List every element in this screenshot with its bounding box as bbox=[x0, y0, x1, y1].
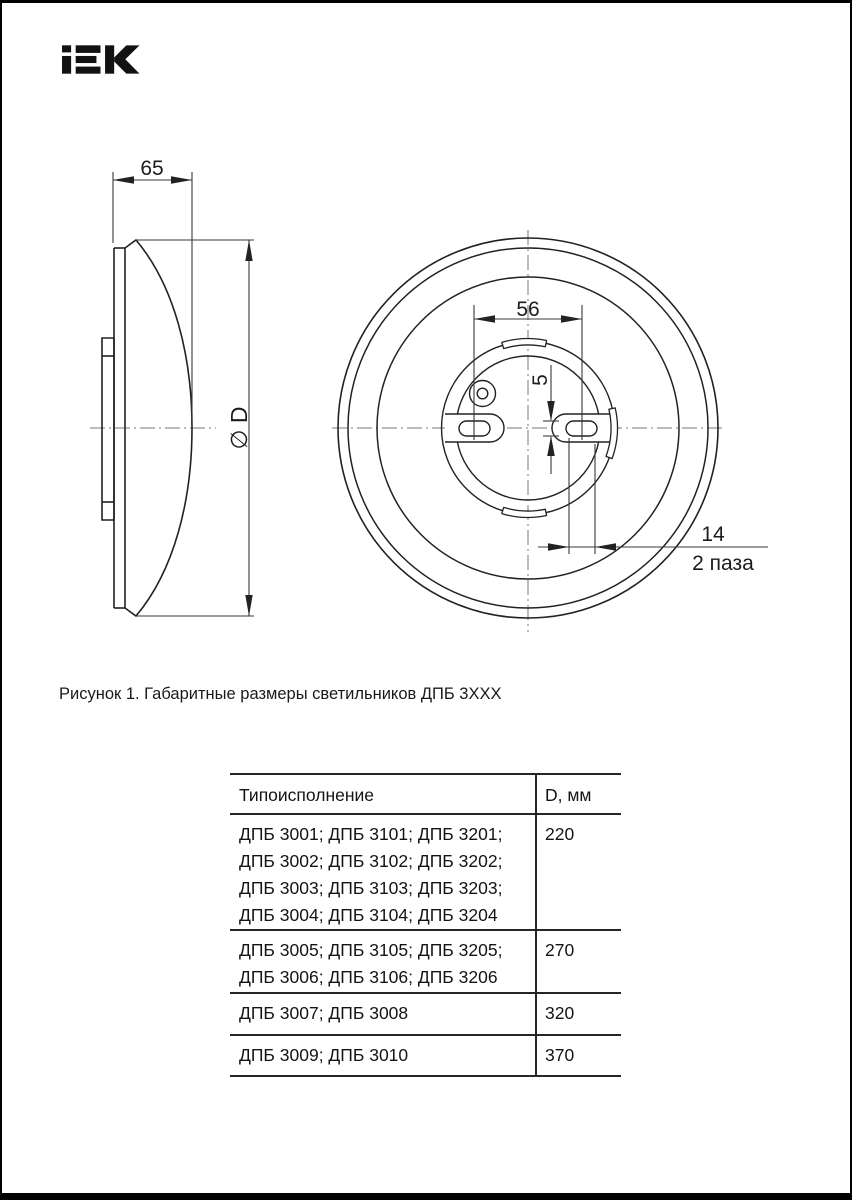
type-line: ДПБ 3002; ДПБ 3102; ДПБ 3202; bbox=[239, 851, 503, 871]
dim65-arrow-left bbox=[113, 176, 134, 184]
table-cell-diameter: 370 bbox=[545, 1045, 575, 1065]
dim5-arrow-down bbox=[547, 401, 555, 421]
dim14-arrow-right bbox=[595, 543, 616, 551]
table-header-type: Типоисполнение bbox=[230, 775, 537, 813]
table-row bbox=[230, 1036, 621, 1077]
dimD-arrow-up bbox=[245, 240, 252, 261]
dim56-arrow-left bbox=[474, 315, 495, 323]
table-cell-diameter: 270 bbox=[545, 940, 575, 960]
dim14-label: 14 bbox=[701, 523, 725, 546]
dim65-arrow-right bbox=[171, 176, 192, 184]
dimensions-table bbox=[230, 773, 621, 1077]
dimD-arrow-down bbox=[245, 595, 252, 616]
front-view bbox=[332, 230, 768, 632]
dimD-label: ∅ D bbox=[226, 406, 252, 450]
table-cell-types bbox=[230, 1036, 537, 1075]
figure-caption: Рисунок 1. Габаритные размеры светильников ДПБ 3ХХХ bbox=[59, 685, 502, 703]
figure-1-drawing bbox=[2, 3, 852, 663]
dim56-label: 56 bbox=[516, 298, 540, 321]
table-row bbox=[230, 931, 621, 994]
type-line: ДПБ 3006; ДПБ 3106; ДПБ 3206 bbox=[239, 967, 498, 987]
screw-hole-inner bbox=[477, 388, 488, 399]
table-cell-diameter: 220 bbox=[545, 824, 575, 844]
table-cell-types bbox=[230, 815, 537, 929]
type-line: ДПБ 3001; ДПБ 3101; ДПБ 3201; bbox=[239, 824, 503, 844]
table-row bbox=[230, 994, 621, 1036]
type-line: ДПБ 3007; ДПБ 3008 bbox=[239, 1003, 409, 1023]
table-row bbox=[230, 815, 621, 931]
type-line: ДПБ 3003; ДПБ 3103; ДПБ 3203; bbox=[239, 878, 503, 898]
dim5-label: 5 bbox=[529, 374, 552, 386]
dim14-arrow-left bbox=[548, 543, 569, 551]
bracket-outline bbox=[102, 338, 114, 520]
table-cell-types bbox=[230, 931, 537, 992]
type-line: ДПБ 3005; ДПБ 3105; ДПБ 3205; bbox=[239, 940, 503, 960]
dim65-label: 65 bbox=[140, 157, 164, 180]
table-header-d: D, мм bbox=[545, 785, 592, 805]
arc-slot-top bbox=[502, 339, 547, 349]
side-view bbox=[90, 157, 254, 616]
dim5-arrow-up bbox=[547, 436, 555, 456]
arc-slot-bottom bbox=[502, 507, 547, 517]
table-cell-types bbox=[230, 994, 537, 1034]
type-line: ДПБ 3009; ДПБ 3010 bbox=[239, 1045, 409, 1065]
table-cell-diameter: 320 bbox=[545, 1003, 575, 1023]
table-header-row bbox=[230, 775, 621, 815]
type-line: ДПБ 3004; ДПБ 3104; ДПБ 3204 bbox=[239, 905, 498, 925]
dim56-arrow-right bbox=[561, 315, 582, 323]
dim14-note: 2 паза bbox=[692, 552, 754, 575]
